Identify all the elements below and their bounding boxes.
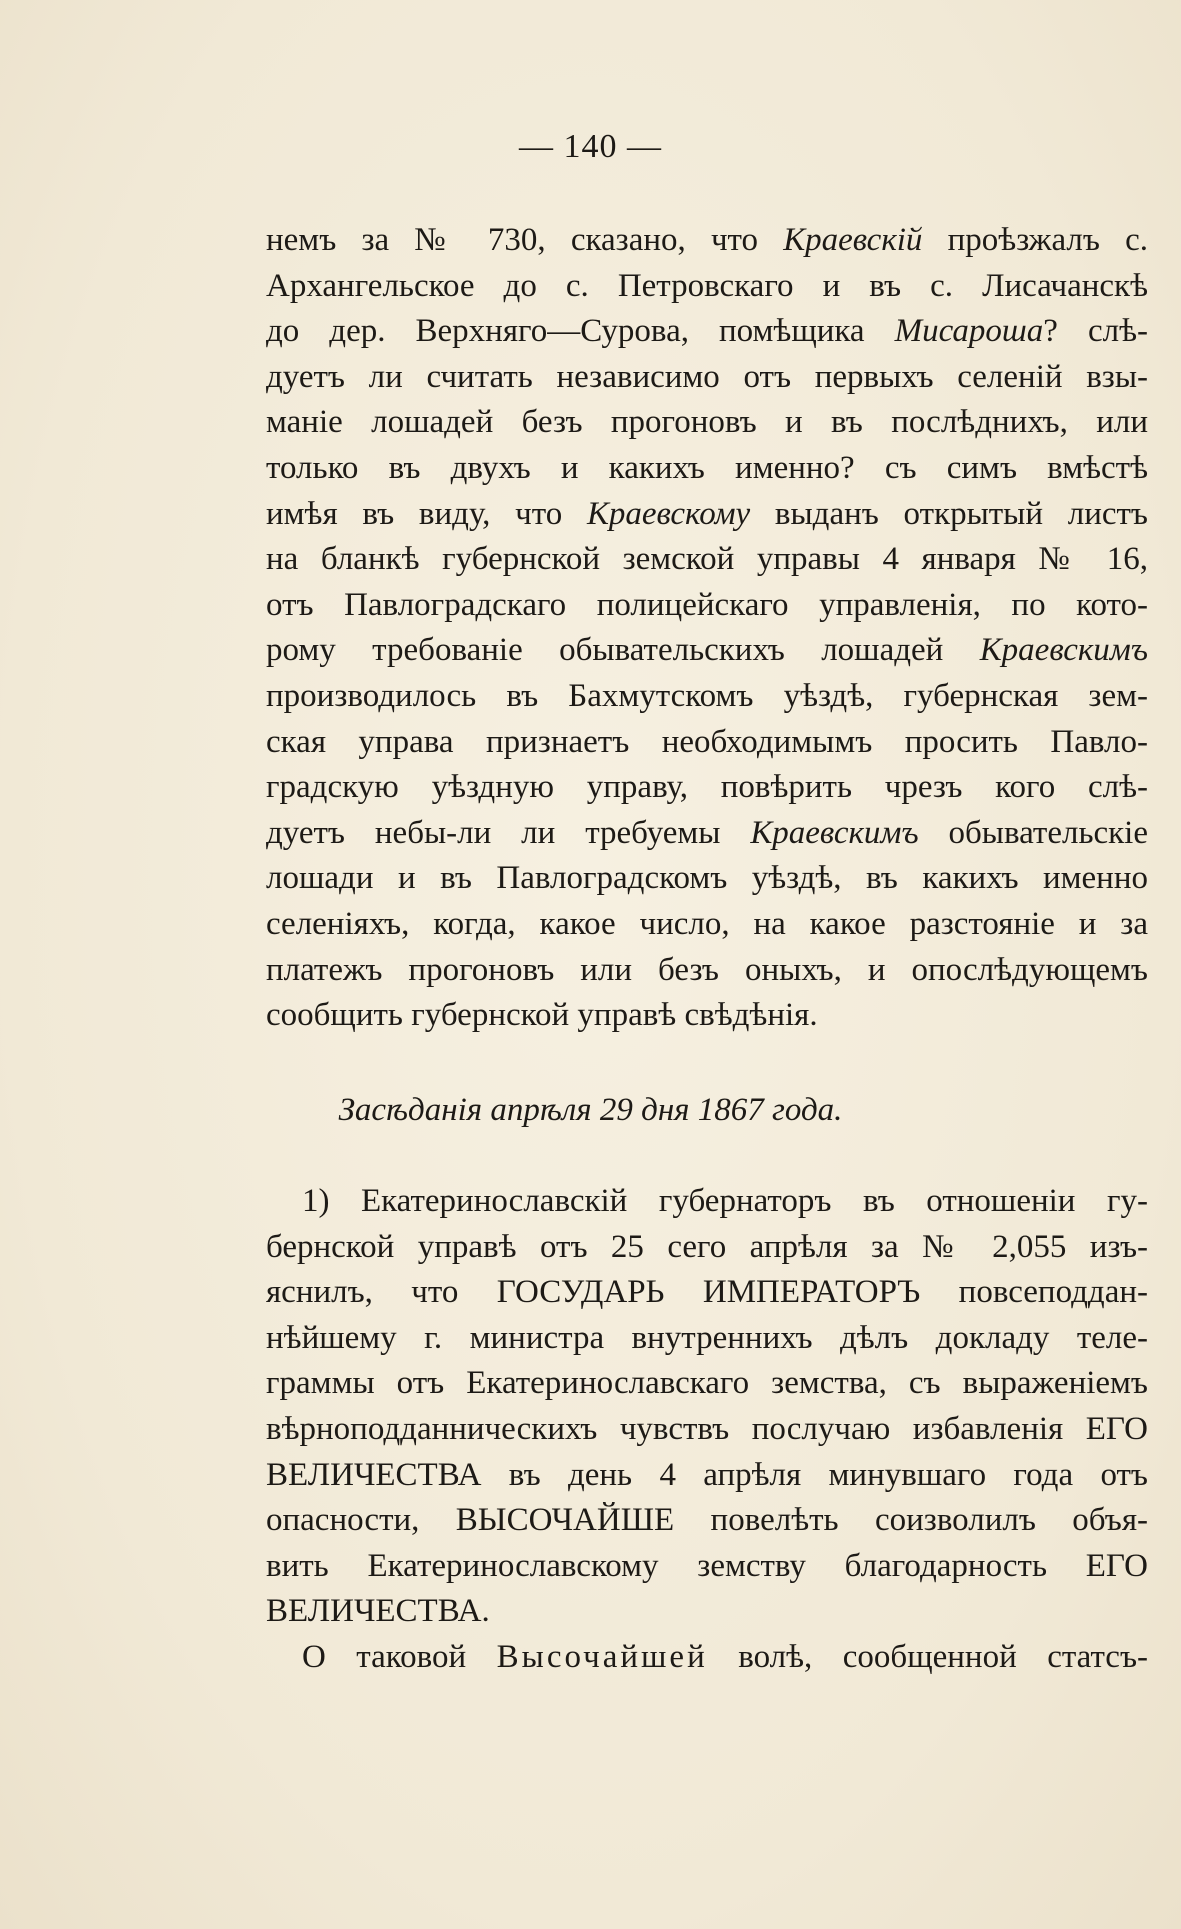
italic-name: Краевскимъ [979,632,1148,669]
italic-name: Краевскому [586,495,751,532]
text-line: рому требованіе обывательскихъ лошадей Краевскимъ [266,632,1148,669]
text-line: ская управа признаетъ необходимымъ просить Павло- [266,723,1148,760]
text-line: граммы отъ Екатеринославскаго земства, съ выраженіемъ [266,1365,1148,1402]
text-line: вить Екатеринославскому земству благодарность ЕГО [266,1547,1148,1584]
spaced-word: Высочайшей [496,1638,708,1675]
text-line: сообщить губернской управѣ свѣдѣнія. [266,997,818,1034]
text-line: дуетъ ли считать независимо отъ первыхъ селеній взы- [266,358,1148,395]
italic-name: Краевскій [783,222,923,258]
text-line: на бланкѣ губернской земской управы 4 января № 16, [266,541,1148,578]
text-line: производилось въ Бахмутскомъ уѣздѣ, губернская зем- [266,677,1148,714]
text-line: лошади и въ Павлоградскомъ уѣздѣ, въ какихъ именно [266,860,1148,897]
text-line: вѣрноподданническихъ чувствъ послучаю избавленія ЕГО [266,1410,1148,1447]
text-line: платежъ прогоновъ или безъ оныхъ, и опослѣдующемъ [266,951,1148,988]
text-line: имѣя въ виду, что Краевскому выданъ открытый листъ [266,495,1148,532]
paragraph-item-1 [266,1179,1148,1681]
text-line: Архангельское до с. Петровскаго и въ с. Лисачанскѣ [266,267,1148,304]
text-line: дуетъ небы-ли ли требуемы Краевскимъ обывательскіе [266,814,1148,851]
text-line: ВЕЛИЧЕСТВА. [266,1593,490,1630]
text-line: отъ Павлоградскаго полицейскаго управленія, по кото- [266,586,1148,623]
text-line: опасности, ВЫСОЧАЙШЕ повелѣть соизволилъ объя- [266,1502,1148,1539]
text-line: только въ двухъ и какихъ именно? съ симъ вмѣстѣ [266,449,1148,486]
text-line: селеніяхъ, когда, какое число, на какое разстояніе и за [266,905,1148,942]
session-heading: Засѣданія апрѣля 29 дня 1867 года. [338,1092,843,1128]
text-line: ВЕЛИЧЕСТВА въ день 4 апрѣля минувшаго года отъ [266,1456,1148,1493]
text-line: градскую уѣздную управу, повѣрить чрезъ кого слѣ- [266,769,1148,806]
text-line: немъ за № 730, сказано, что Краевскій проѣзжалъ с. [266,222,1148,258]
text-line: до дер. Верхняго—Сурова, помѣщика Мисароша? слѣ- [266,313,1148,350]
text-line: нѣйшему г. министра внутреннихъ дѣлъ докладу теле- [266,1319,1148,1356]
text-line: яснилъ, что ГОСУДАРЬ ИМПЕРАТОРЪ повсеподдан- [266,1274,1148,1311]
text-line: бернской управѣ отъ 25 сего апрѣля за № 2,055 изъ- [266,1228,1148,1265]
italic-name: Краевскимъ [750,814,919,851]
text-line: маніе лошадей безъ прогоновъ и въ послѣднихъ, или [266,404,1148,441]
page-number: — 140 — [519,128,662,165]
text-line: 1) Екатеринославскій губернаторъ въ отношеніи гу- [302,1183,1148,1219]
paragraph-continued [266,218,1148,1039]
text-line: О таковой Высочайшей волѣ, сообщенной статсъ- [302,1638,1148,1675]
italic-name: Мисароша [894,313,1044,350]
